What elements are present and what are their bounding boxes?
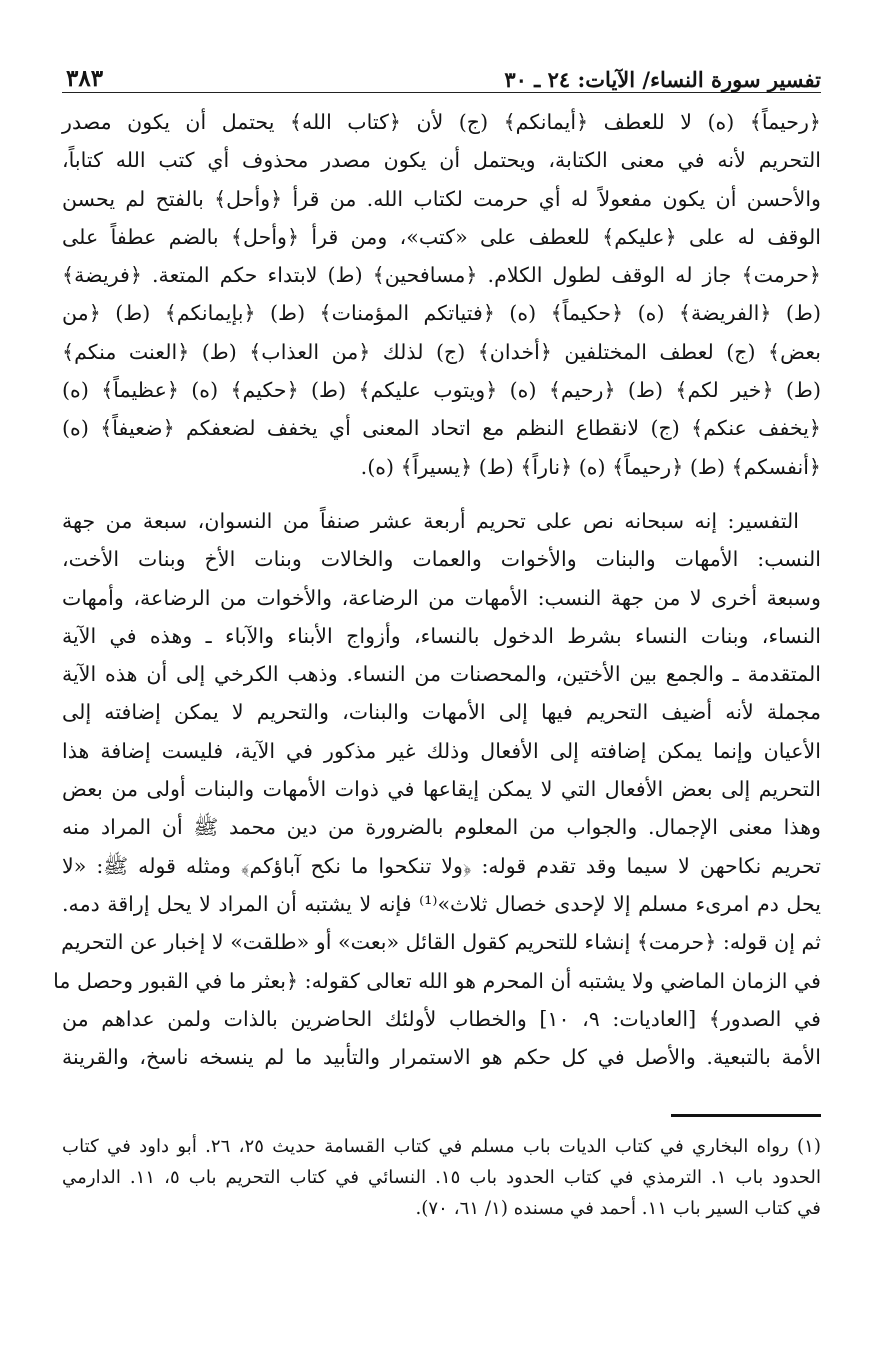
text-line: في الصدور﴾ [العاديات: ٩، ١٠] والخطاب لأولئك الحاضرين بالذات ولمن عداهم من [62,1006,821,1031]
text-line: في الزمان الماضي ولا يشتبه أن المحرم هو الله تعالى كقوله: ﴿بعثر ما في القبور وحصل ما [53,968,821,993]
text-line: النساء، وبنات النساء بشرط الدخول بالنساء، وأزواج الأبناء والآباء ـ وهذه في الآية [62,623,821,648]
text-line: ﴿رحيماً﴾ (ه) لا للعطف ﴿أيمانكم﴾ (ج) لأن ﴿كتاب الله﴾ يحتمل أن يكون مصدر [62,110,821,134]
text-line: والأحسن أن يكون مفعولاً له أي حرمت لكتاب الله. من قرأ ﴿وأحل﴾ بالفتح لم يحسن [62,186,821,211]
text-line: الوقف له على ﴿عليكم﴾ للعطف على «كتب»، ومن قرأ ﴿وأحل﴾ بالضم عطفاً على [62,224,821,249]
footnote-separator [671,1114,821,1117]
text-line: الأمة بالتبعية. والأصل في كل حكم هو الاستمرار والتأبيد ما لم ينسخه ناسخ، والقرينة [62,1045,821,1070]
text-line: تحريم نكاحهن لا سيما وقد تقدم قوله: ﴿ولا تنكحوا ما نكح آباؤكم﴾ ومثله قوله ﷺ: «لا [62,853,821,878]
waqf-paragraph [62,103,821,486]
text-line: التحريم لأنه في معنى الكتابة، ويحتمل أن يكون مصدر محذوف أي كتب الله كتاباً، [62,148,821,173]
text-line: النسب: الأمهات والبنات والأخوات والعمات والخالات وبنات الأخ وبنات الأخت، [62,547,821,572]
text-line: ﴿يخفف عنكم﴾ (ج) لانقطاع النظم مع اتحاد المعنى أي يخفف لضعفكم ﴿ضعيفاً﴾ (ه) [62,416,821,441]
page-number: ٣٨٣ [66,65,104,92]
text-line: مجملة لأنه أضيف التحريم فيها إلى الأمهات والبنات، والتحريم لا يمكن إضافته إلى [62,700,821,725]
text-line: (ط) ﴿الفريضة﴾ (ه) ﴿حكيماً﴾ (ه) ﴿فتياتكم المؤمنات﴾ (ط) ﴿بإيمانكم﴾ (ط) ﴿من [62,301,821,326]
main-text [53,103,821,1076]
footnotes [62,1131,821,1224]
footnote-line: (١) رواه البخاري في كتاب الديات باب مسلم في كتاب القسامة حديث ٢٥، ٢٦. أبو داود في كتاب [62,1135,821,1157]
text-line: ثم إن قوله: ﴿حرمت﴾ إنشاء للتحريم كقول القائل «بعت» أو «طلقت» لا إخبار عن التحريم [61,930,821,955]
text-line: يحل دم امرىء مسلم إلا لإحدى خصال ثلاث»⁽¹⁾ فإنه لا يشتبه أن المراد لا يحل إراقة دمه. [62,891,821,916]
text-line: ﴿حرمت﴾ جاز له الوقف لطول الكلام. ﴿مسافحين﴾ (ط) لابتداء حكم المتعة. ﴿فريضة﴾ [62,263,821,288]
text-line: الأعيان وإنما يمكن إضافته إلى الأفعال وذلك غير مذكور في الآية، فليست إضافة هذا [62,738,821,763]
footnote-line: في كتاب السير باب ١١. أحمد في مسنده (١/ ٦١، ٧٠). [415,1197,821,1219]
text-line: وسبعة أخرى لا من جهة النسب: الأمهات من الرضاعة، والأخوات من الرضاعة، وأمهات [62,585,821,610]
footnote-line: الحدود باب ١. الترمذي في كتاب الحدود باب ١٥. النسائي في كتاب التحريم باب ٥، ١١. الدارمي [62,1166,821,1188]
text-line: المتقدمة ـ والجمع بين الأختين، والمحصنات من النساء. وذهب الكرخي إلى أن هذه الآية [62,662,821,687]
text-line: وهذا معنى الإجمال. والجواب من المعلوم بالضرورة من دين محمد ﷺ أن المراد منه [62,815,821,840]
text-line: (ط) ﴿خير لكم﴾ (ط) ﴿رحيم﴾ (ه) ﴿ويتوب عليكم﴾ (ط) ﴿حكيم﴾ (ه) ﴿عظيماً﴾ (ه) [62,378,821,403]
book-page [53,58,821,1224]
text-line: بعض﴾ (ج) لعطف المختلفين ﴿أخدان﴾ (ج) لذلك ﴿من العذاب﴾ (ط) ﴿العنت منكم﴾ [62,339,821,364]
tafsir-paragraph [53,502,821,1076]
text-line: التحريم إلى بعض الأفعال التي لا يمكن إيقاعها في ذوات الأمهات والبنات أولى من بعض [62,777,821,802]
running-title: تفسير سورة النساء/ الآيات: ٢٤ ـ ٣٠ [504,67,821,92]
text-line: التفسير: إنه سبحانه نص على تحريم أربعة عشر صنفاً من النسوان، سبعة من جهة [62,508,799,533]
text-line: ﴿أنفسكم﴾ (ط) ﴿رحيماً﴾ (ه) ﴿ناراً﴾ (ط) ﴿يسيراً﴾ (ه). [360,454,821,479]
running-header [62,58,821,93]
